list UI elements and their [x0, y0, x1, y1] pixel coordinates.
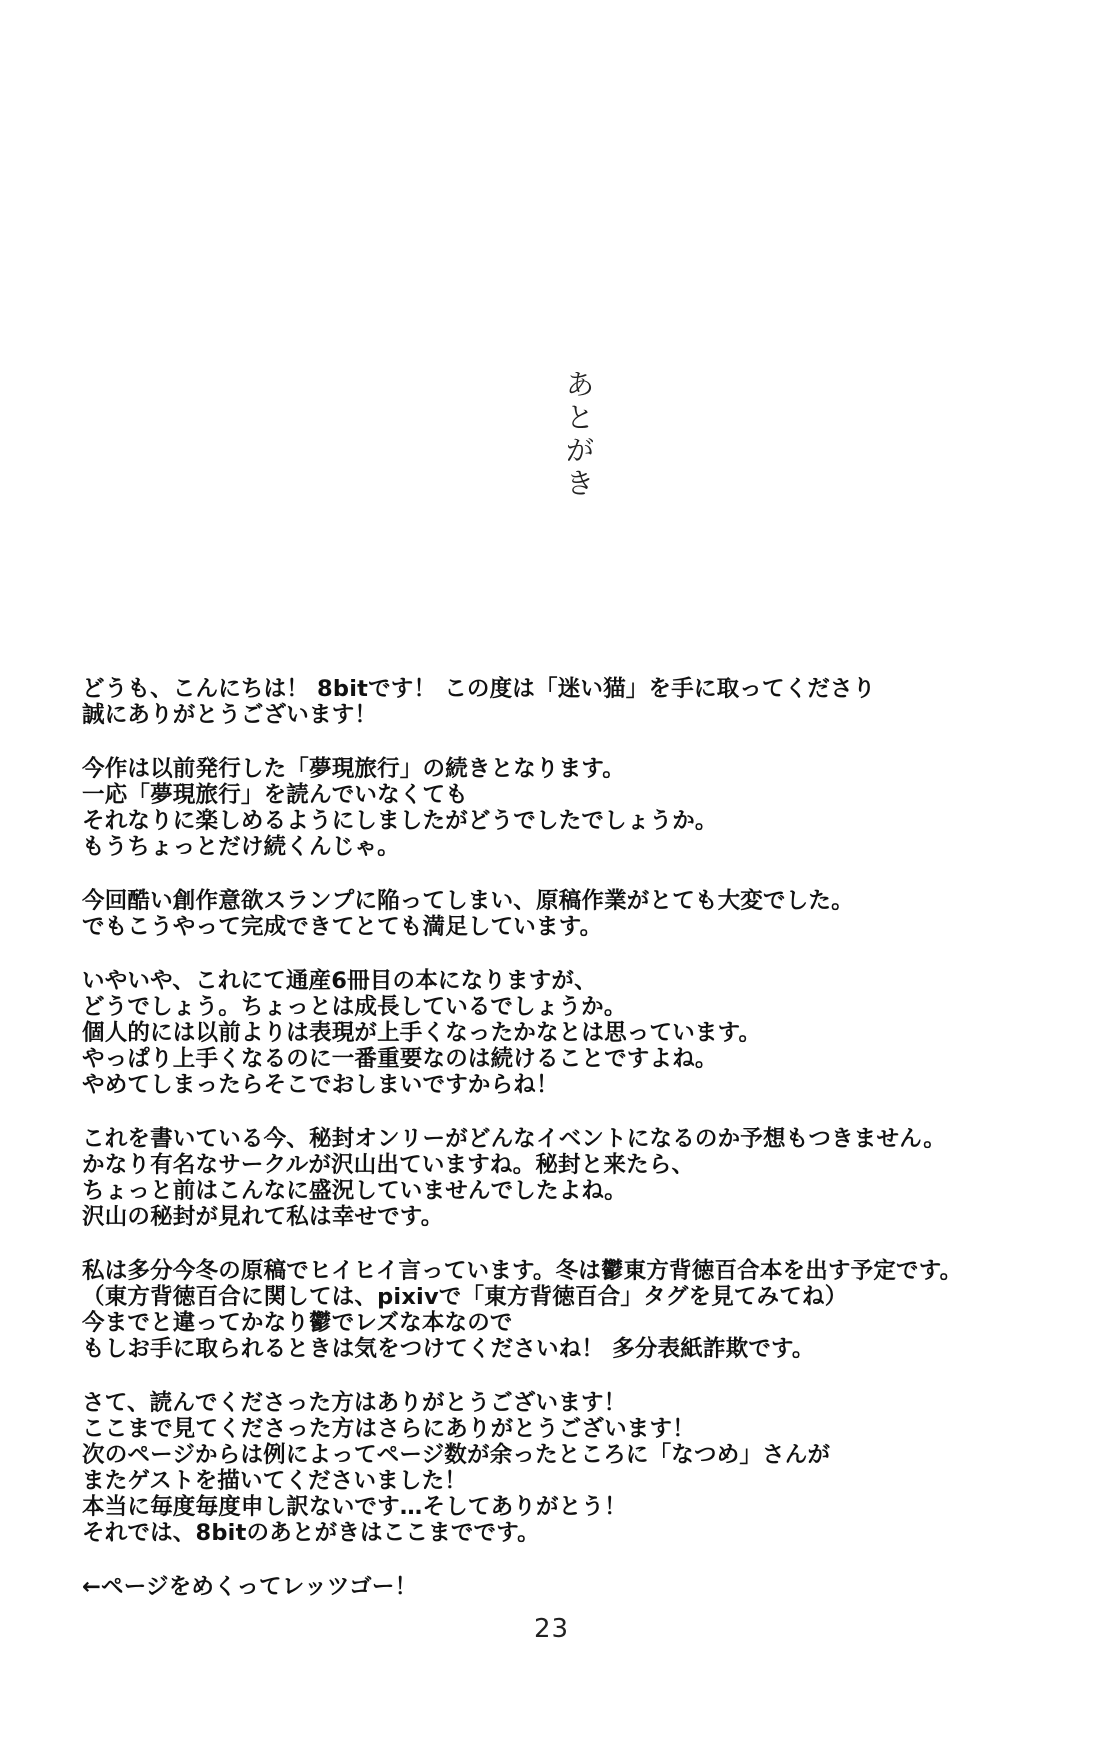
- paragraph-slump: [82, 888, 1072, 940]
- text-line: 個人的には以前よりは表現が上手くなったかなとは思っています。: [82, 1020, 762, 1046]
- text-line: それなりに楽しめるようにしましたがどうでしたでしょうか。: [82, 808, 718, 834]
- title-char: が: [565, 434, 594, 467]
- text-line: ちょっと前はこんなに盛況していませんでしたよね。: [82, 1178, 627, 1204]
- title-char: き: [565, 467, 594, 500]
- paragraph-closing: [82, 1574, 1072, 1600]
- text-line: いやいや、これにて通産6冊目の本になりますが、: [82, 968, 597, 994]
- text-line: ←ページをめくってレッツゴー！: [82, 1574, 418, 1600]
- paragraph-next-book: [82, 1258, 1072, 1362]
- text-line: もうちょっとだけ続くんじゃ。: [82, 834, 400, 860]
- text-line: 誠にありがとうございます！: [82, 702, 378, 728]
- paragraph-thanks: [82, 1390, 1072, 1546]
- paragraph-event: [82, 1126, 1072, 1230]
- text-line: （東方背徳百合に関しては、pixivで「東方背徳百合」タグを見てみてね）: [82, 1284, 848, 1310]
- text-line: どうでしょう。ちょっとは成長しているでしょうか。: [82, 994, 627, 1020]
- text-line: 一応「夢現旅行」を読んでいなくても: [82, 782, 468, 808]
- text-line: 今までと違ってかなり鬱でレズな本なので: [82, 1310, 513, 1336]
- text-line: やめてしまったらそこでおしまいですからね！: [82, 1072, 559, 1098]
- text-line: 次のページからは例によってページ数が余ったところに「なつめ」さんが: [82, 1442, 831, 1468]
- text-line: でもこうやって完成できてとても満足しています。: [82, 914, 603, 940]
- title-char: あ: [565, 368, 594, 401]
- text-line: またゲストを描いてくださいました！: [82, 1468, 468, 1494]
- text-line: かなり有名なサークルが沢山出ていますね。秘封と来たら、: [82, 1152, 695, 1178]
- text-line: 沢山の秘封が見れて私は幸せです。: [82, 1204, 444, 1230]
- text-line: 今回酷い創作意欲スランプに陥ってしまい、原稿作業がとても大変でした。: [82, 888, 854, 914]
- text-line: どうも、こんにちは！ 8bitです！ この度は「迷い猫」を手に取ってくださり: [82, 676, 876, 702]
- afterword-title: [560, 368, 600, 500]
- title-char: と: [565, 401, 594, 434]
- paragraph-growth: [82, 968, 1072, 1098]
- text-line: さて、読んでくださった方はありがとうございます！: [82, 1390, 627, 1416]
- text-line: それでは、8bitのあとがきはここまでです。: [82, 1520, 540, 1546]
- text-line: もしお手に取られるときは気をつけてくださいね！ 多分表紙詐欺です。: [82, 1336, 815, 1362]
- text-line: 今作は以前発行した「夢現旅行」の続きとなります。: [82, 756, 626, 782]
- text-line: やっぱり上手くなるのに一番重要なのは続けることですよね。: [82, 1046, 718, 1072]
- paragraph-sequel: [82, 756, 1072, 860]
- text-line: これを書いている今、秘封オンリーがどんなイベントになるのか予想もつきません。: [82, 1126, 946, 1152]
- page-number: 23: [533, 1614, 570, 1644]
- afterword-body: [82, 676, 1072, 1600]
- text-line: 私は多分今冬の原稿でヒイヒイ言っています。冬は鬱東方背徳百合本を出す予定です。: [82, 1258, 963, 1284]
- text-line: ここまで見てくださった方はさらにありがとうございます！: [82, 1416, 695, 1442]
- text-line: 本当に毎度毎度申し訳ないです…そしてありがとう！: [82, 1494, 627, 1520]
- paragraph-greeting: [82, 676, 1072, 728]
